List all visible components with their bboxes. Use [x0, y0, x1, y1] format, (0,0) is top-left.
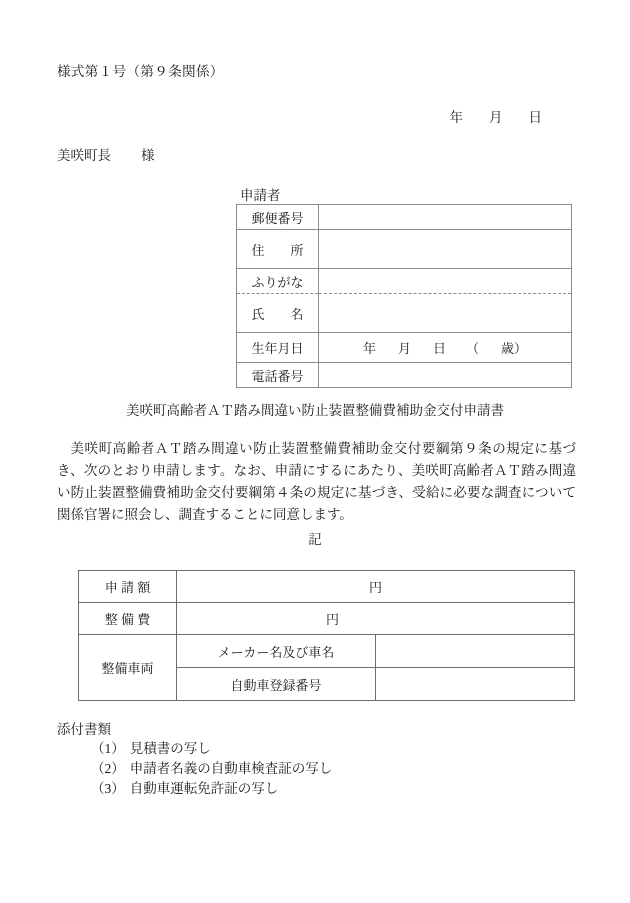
- maintenance-cost-label: 整 備 費: [79, 603, 177, 635]
- page-title: 美咲町高齢者ＡＴ踏み間違い防止装置整備費補助金交付申請書: [126, 403, 504, 418]
- applicant-name-label: 氏 名: [237, 294, 319, 333]
- vehicle-maker-label: メーカー名及び車名: [177, 635, 376, 668]
- attachment-text: 申請者名義の自動車検査証の写し: [129, 761, 333, 776]
- addressee: [57, 144, 155, 164]
- vehicle-maker-value[interactable]: [376, 635, 575, 668]
- vehicle-group-label: 整備車両: [79, 635, 177, 701]
- table-row: [237, 230, 572, 269]
- date-month-label: 月: [489, 110, 503, 125]
- vehicle-registration-label: 自動車登録番号: [177, 668, 376, 701]
- applicant-postal-value[interactable]: [319, 205, 572, 230]
- applicant-section-label: 申請者: [240, 188, 281, 203]
- birth-month-label: 月: [397, 341, 411, 356]
- body-paragraph-text: 美咲町高齢者ＡＴ踏み間違い防止装置整備費補助金交付要綱第９条の規定に基づき、次のとおり申請します。なお、申請にするにあたり、美咲町高齢者ＡＴ踏み間違い防止装置整備費補助金交付要綱第４条の規定に基づき、受給に必要な調査について関係官署に照会し、調査することに同意します。: [57, 441, 576, 522]
- amounts-table: [78, 570, 575, 701]
- date-line: [0, 106, 542, 126]
- birth-year-label: 年: [362, 341, 376, 356]
- date-year-label: 年: [449, 110, 463, 125]
- birth-day-label: 日: [432, 341, 446, 356]
- table-row: [237, 269, 572, 294]
- applicant-birthdate-value[interactable]: [319, 333, 572, 363]
- ki-mark: 記: [308, 532, 322, 547]
- addressee-honorific: 様: [141, 148, 155, 163]
- applicant-birthdate-label: 生年月日: [237, 333, 319, 363]
- body-paragraph: [57, 438, 576, 526]
- applicant-furigana-label: ふりがな: [237, 269, 319, 294]
- attachment-number: （2）: [91, 761, 125, 776]
- applicant-postal-label: 郵便番号: [237, 205, 319, 230]
- form-number: 様式第１号（第９条関係）: [57, 64, 224, 79]
- vehicle-registration-value[interactable]: [376, 668, 575, 701]
- applicant-name-value[interactable]: [319, 294, 572, 333]
- table-row: [237, 294, 572, 333]
- table-row: [79, 635, 575, 668]
- applicant-phone-label: 電話番号: [237, 363, 319, 388]
- applicant-address-label: 住 所: [237, 230, 319, 269]
- applicant-furigana-value[interactable]: [319, 269, 572, 294]
- list-item: [91, 759, 332, 779]
- attachment-number: （3）: [91, 781, 125, 796]
- application-amount-label: 申 請 額: [79, 571, 177, 603]
- list-item: [91, 739, 332, 759]
- applicant-phone-value[interactable]: [319, 363, 572, 388]
- addressee-name: 美咲町長: [57, 148, 111, 163]
- applicant-address-value[interactable]: [319, 230, 572, 269]
- attachment-text: 見積書の写し: [129, 741, 211, 756]
- date-day-label: 日: [528, 110, 542, 125]
- list-item: [91, 779, 332, 799]
- table-row: [79, 603, 575, 635]
- attachments-list: [91, 739, 332, 799]
- table-row: [237, 205, 572, 230]
- application-amount-value[interactable]: [177, 571, 575, 603]
- table-row: [237, 333, 572, 363]
- applicant-table: [236, 204, 572, 388]
- attachment-number: （1）: [91, 741, 125, 756]
- birth-age-unit: 歳）: [501, 341, 528, 356]
- attachment-text: 自動車運転免許証の写し: [129, 781, 279, 796]
- table-row: [79, 571, 575, 603]
- maintenance-cost-value[interactable]: [177, 603, 575, 635]
- birth-age-open-paren: （: [466, 341, 480, 356]
- maintenance-cost-unit: 円: [325, 612, 339, 627]
- attachments-title: 添付書類: [57, 722, 111, 737]
- table-row: [237, 363, 572, 388]
- application-amount-unit: 円: [368, 580, 382, 595]
